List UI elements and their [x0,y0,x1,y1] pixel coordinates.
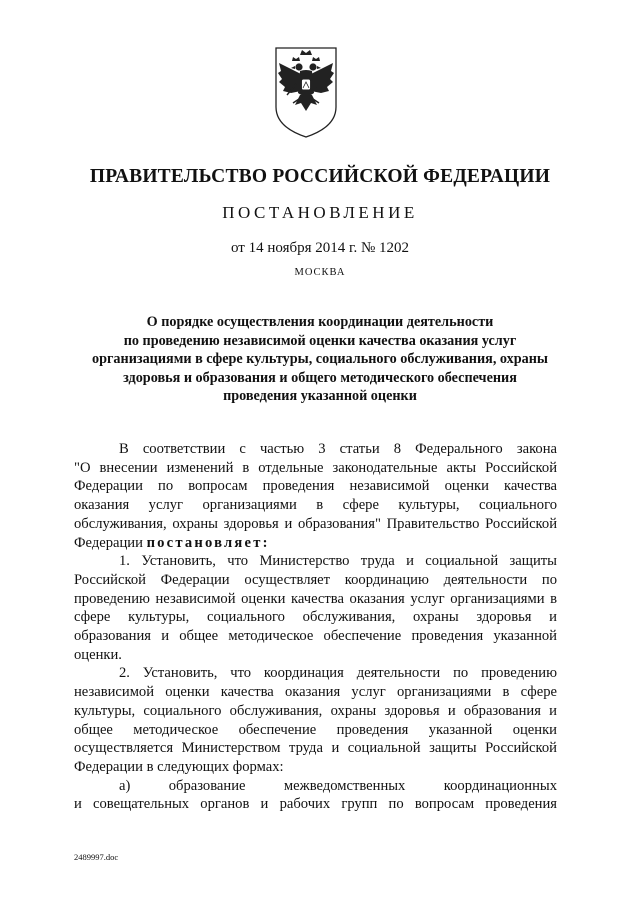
decree-title [60,313,580,406]
item2-line: Федерации в следующих формах: [74,758,284,775]
item1-line: образования и общее методическое обеспечение проведения указанной [74,628,557,645]
russian-coat-of-arms-icon [273,45,339,140]
decree-body [74,440,557,814]
item2-line: независимой оценки качества оказания услуг организациями в сфере [74,684,557,701]
date-and-number: от 14 ноября 2014 г. № 1202 [230,240,410,256]
item2-line: 2. Установить, что координация деятельности по проведению [119,665,557,682]
preamble-line: оказания услуг организациями в сфере культуры, социального [74,497,557,514]
item2a-line: и совещательных органов и рабочих групп по вопросам проведения [74,796,557,813]
preamble-line: В соответствии с частью 3 статьи 8 Федерального закона [119,441,557,457]
title-line: здоровья и образования и общего методического обеспечения [123,369,517,386]
file-code: 2489997.doc [74,852,119,862]
title-line: организациями в сфере культуры, социального обслуживания, охраны [92,351,548,368]
item1-line: 1. Установить, что Министерство труда и социальной защиты [119,553,557,570]
item1-line: Российской Федерации осуществляет координацию деятельности по [74,571,557,588]
item1-line: проведению независимой оценки качества оказания услуг организациями в [74,590,557,607]
item2-line: культуры, социального обслуживания, охраны здоровья и образования и [74,702,557,719]
item2-line: общее методическое обеспечение проведения указанной оценки [74,721,557,738]
decree-line [74,534,557,553]
item2a-line: а) образование межведомственных координационных [119,777,557,794]
preamble-line: "О внесении изменений в отдельные законодательные акты Российской [74,459,557,476]
preamble-line: Федерации по вопросам проведения независимой оценки качества [74,478,557,495]
government-heading: ПРАВИТЕЛЬСТВО РОССИЙСКОЙ ФЕДЕРАЦИИ [89,166,551,187]
preamble-line: обслуживания, охраны здоровья и образования" Правительство Российской [74,515,557,532]
document-type: ПОСТАНОВЛЕНИЕ [222,203,418,222]
item1-line: оценки. [74,646,122,663]
title-line: по проведению независимой оценки качества оказания услуг [123,332,517,349]
item2-line: осуществляется Министерством труда и социальной защиты Российской [74,740,557,757]
city: МОСКВА [294,267,346,278]
title-line: проведения указанной оценки [223,388,417,405]
decree-prefix: Федерации [74,534,147,551]
title-line: О порядке осуществления координации деятельности [146,314,494,330]
decree-word: постановляет: [146,534,270,551]
item1-line: сфере культуры, социального обслуживания, охраны здоровья и [74,609,557,626]
